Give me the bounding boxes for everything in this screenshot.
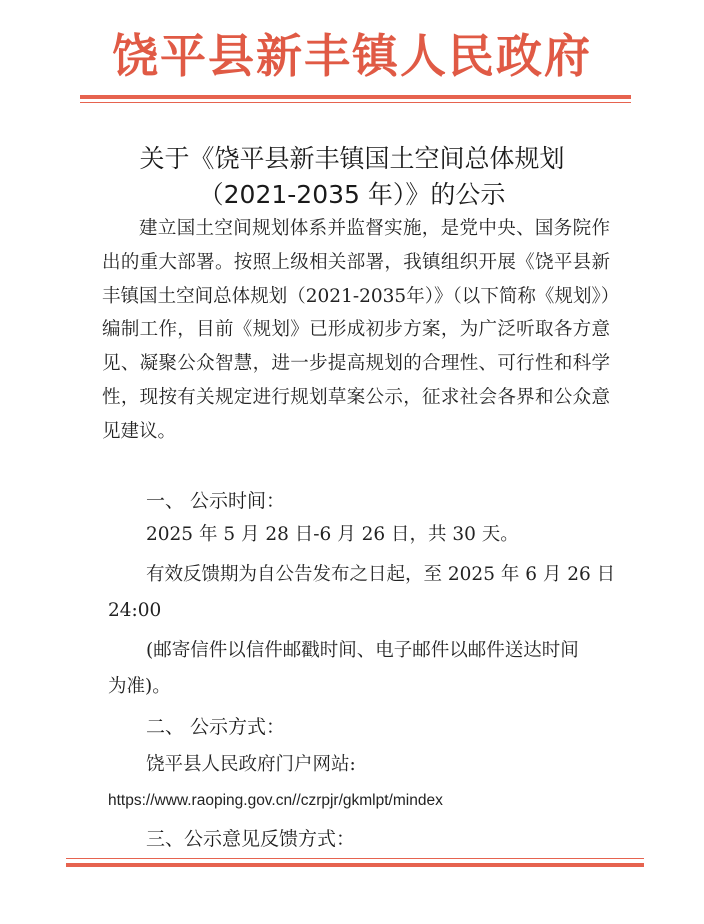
footer-rule-thin	[66, 858, 644, 859]
postmark-note-line-1: (邮寄信件以信件邮戳时间、电子邮件以邮件送达时间	[146, 640, 579, 661]
portal-url-link[interactable]: https://www.raoping.gov.cn//czrpjr/gkmlpt/mindex	[108, 792, 443, 809]
notice-title-line-1: 关于《饶平县新丰镇国土空间总体规划	[139, 144, 565, 173]
footer-rule-thick	[66, 863, 644, 867]
header-rule-thick	[80, 95, 631, 99]
portal-site-label: 饶平县人民政府门户网站:	[146, 754, 356, 775]
intro-paragraph: 建立国土空间规划体系并监督实施，是党中央、国务院作出的重大部署。按照上级相关部署，我镇组织开展《饶平县新丰镇国土空间总体规划（2021-2035年）》（以下简称《规划》）编制工作，目前《规划》已形成初步方案，为广泛听取各方意见、凝聚公众智慧，进一步提高规划的合理性、可行性和科学性，现按有关规定进行规划草案公示，征求社会各界和公众意见建议。	[102, 218, 610, 442]
postmark-note-line-2: 为准)。	[108, 676, 171, 697]
section-1-heading: 一、 公示时间：	[146, 490, 286, 512]
publicity-period: 2025 年 5 月 28 日-6 月 26 日，共 30 天。	[146, 524, 519, 545]
section-3-heading: 三、公示意见反馈方式：	[146, 828, 356, 850]
masthead-title: 饶平县新丰镇人民政府	[112, 29, 592, 83]
header-rule-thin	[80, 102, 631, 103]
feedback-deadline-line-1: 有效反馈期为自公告发布之日起，至 2025 年 6 月 26 日	[146, 564, 616, 585]
notice-title-line-2: （2021-2035 年）》的公示	[198, 180, 506, 209]
feedback-deadline-line-2: 24:00	[108, 600, 162, 621]
section-2-heading: 二、 公示方式：	[146, 716, 286, 738]
